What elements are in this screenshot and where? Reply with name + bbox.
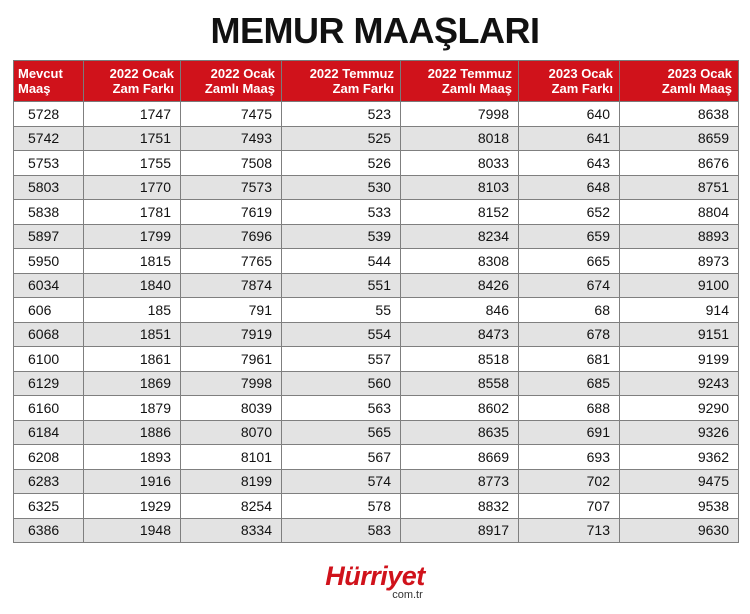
table-cell: 7508 [181, 151, 282, 176]
table-cell: 9243 [620, 371, 739, 396]
table-row [14, 347, 739, 372]
table-cell: 5838 [14, 200, 84, 225]
table-cell: 8033 [401, 151, 519, 176]
table-cell: 7493 [181, 126, 282, 151]
table-cell: 8669 [401, 445, 519, 470]
table-cell: 9199 [620, 347, 739, 372]
table-cell: 1893 [84, 445, 181, 470]
table-row [14, 322, 739, 347]
table-cell: 8018 [401, 126, 519, 151]
table-cell: 574 [282, 469, 401, 494]
table-cell: 9362 [620, 445, 739, 470]
table-row [14, 469, 739, 494]
table-body [14, 102, 739, 543]
table-cell: 7998 [401, 102, 519, 127]
table-cell: 1851 [84, 322, 181, 347]
table-cell: 641 [519, 126, 620, 151]
table-cell: 68 [519, 298, 620, 323]
table-cell: 8234 [401, 224, 519, 249]
table-cell: 544 [282, 249, 401, 274]
table-cell: 6129 [14, 371, 84, 396]
table-cell: 7475 [181, 102, 282, 127]
table-cell: 606 [14, 298, 84, 323]
table-cell: 914 [620, 298, 739, 323]
table-row [14, 224, 739, 249]
table-cell: 8893 [620, 224, 739, 249]
table-cell: 551 [282, 273, 401, 298]
table-row [14, 126, 739, 151]
table-cell: 525 [282, 126, 401, 151]
table-cell: 702 [519, 469, 620, 494]
table-row [14, 102, 739, 127]
table-cell: 7573 [181, 175, 282, 200]
table-cell: 1840 [84, 273, 181, 298]
column-header-2022-jan-salary: 2022 Ocak Zamlı Maaş [181, 61, 282, 102]
table-cell: 8659 [620, 126, 739, 151]
table-cell: 1815 [84, 249, 181, 274]
table-cell: 652 [519, 200, 620, 225]
table-cell: 1886 [84, 420, 181, 445]
table-cell: 643 [519, 151, 620, 176]
table-cell: 6034 [14, 273, 84, 298]
table-cell: 707 [519, 494, 620, 519]
table-cell: 8103 [401, 175, 519, 200]
table-cell: 557 [282, 347, 401, 372]
table-cell: 8917 [401, 518, 519, 543]
table-cell: 5728 [14, 102, 84, 127]
column-header-2022-jul-salary: 2022 Temmuz Zamlı Maaş [401, 61, 519, 102]
table-row [14, 175, 739, 200]
table-cell: 6208 [14, 445, 84, 470]
table-cell: 713 [519, 518, 620, 543]
table-cell: 8635 [401, 420, 519, 445]
table-cell: 583 [282, 518, 401, 543]
table-cell: 681 [519, 347, 620, 372]
table-cell: 6283 [14, 469, 84, 494]
table-cell: 526 [282, 151, 401, 176]
table-cell: 6325 [14, 494, 84, 519]
table-cell: 55 [282, 298, 401, 323]
table-cell: 1861 [84, 347, 181, 372]
hurriyet-logo [0, 562, 750, 603]
table-cell: 8518 [401, 347, 519, 372]
column-header-2022-jul-raise: 2022 Temmuz Zam Farkı [282, 61, 401, 102]
table-row [14, 298, 739, 323]
table-cell: 6160 [14, 396, 84, 421]
table-cell: 7765 [181, 249, 282, 274]
table-cell: 640 [519, 102, 620, 127]
table-cell: 8602 [401, 396, 519, 421]
table-row [14, 273, 739, 298]
table-cell: 648 [519, 175, 620, 200]
table-cell: 1747 [84, 102, 181, 127]
table-cell: 691 [519, 420, 620, 445]
column-header-2023-jan-raise: 2023 Ocak Zam Farkı [519, 61, 620, 102]
table-cell: 8426 [401, 273, 519, 298]
table-cell: 7619 [181, 200, 282, 225]
table-cell: 8039 [181, 396, 282, 421]
table-cell: 5950 [14, 249, 84, 274]
table-cell: 1781 [84, 200, 181, 225]
table-row [14, 200, 739, 225]
table-cell: 8832 [401, 494, 519, 519]
table-row [14, 445, 739, 470]
table-row [14, 494, 739, 519]
table-cell: 693 [519, 445, 620, 470]
table-cell: 185 [84, 298, 181, 323]
table-cell: 846 [401, 298, 519, 323]
table-cell: 659 [519, 224, 620, 249]
table-cell: 567 [282, 445, 401, 470]
table-cell: 8334 [181, 518, 282, 543]
table-cell: 8638 [620, 102, 739, 127]
table-cell: 1799 [84, 224, 181, 249]
table-cell: 1869 [84, 371, 181, 396]
table-row [14, 249, 739, 274]
table-cell: 1879 [84, 396, 181, 421]
table-cell: 7919 [181, 322, 282, 347]
table-cell: 8751 [620, 175, 739, 200]
table-cell: 678 [519, 322, 620, 347]
table-row [14, 371, 739, 396]
table-cell: 9538 [620, 494, 739, 519]
table-cell: 554 [282, 322, 401, 347]
table-header-row [14, 61, 739, 102]
column-header-2023-jan-salary: 2023 Ocak Zamlı Maaş [620, 61, 739, 102]
table-cell: 1755 [84, 151, 181, 176]
table-cell: 1916 [84, 469, 181, 494]
table-row [14, 420, 739, 445]
table-row [14, 518, 739, 543]
table-cell: 5753 [14, 151, 84, 176]
table-cell: 791 [181, 298, 282, 323]
table-cell: 5897 [14, 224, 84, 249]
table-cell: 6386 [14, 518, 84, 543]
table-cell: 8199 [181, 469, 282, 494]
table-cell: 8773 [401, 469, 519, 494]
table-cell: 560 [282, 371, 401, 396]
table-cell: 8473 [401, 322, 519, 347]
table-cell: 6068 [14, 322, 84, 347]
table-row [14, 151, 739, 176]
table-cell: 8152 [401, 200, 519, 225]
page-title: MEMUR MAAŞLARI [210, 10, 540, 51]
table-cell: 9326 [620, 420, 739, 445]
logo-domain: com.tr [392, 589, 423, 601]
table-cell: 6100 [14, 347, 84, 372]
table-cell: 8070 [181, 420, 282, 445]
table-cell: 5742 [14, 126, 84, 151]
table-cell: 539 [282, 224, 401, 249]
table-cell: 674 [519, 273, 620, 298]
table-cell: 7998 [181, 371, 282, 396]
table-cell: 8101 [181, 445, 282, 470]
table-cell: 688 [519, 396, 620, 421]
table-cell: 9151 [620, 322, 739, 347]
table-cell: 563 [282, 396, 401, 421]
table-cell: 8308 [401, 249, 519, 274]
table-cell: 665 [519, 249, 620, 274]
table-cell: 1770 [84, 175, 181, 200]
table-cell: 530 [282, 175, 401, 200]
table-cell: 8973 [620, 249, 739, 274]
table-cell: 7696 [181, 224, 282, 249]
table-cell: 7961 [181, 347, 282, 372]
table-cell: 9100 [620, 273, 739, 298]
table-row [14, 396, 739, 421]
table-cell: 1751 [84, 126, 181, 151]
table-cell: 685 [519, 371, 620, 396]
salary-table [13, 60, 739, 543]
table-cell: 578 [282, 494, 401, 519]
table-cell: 5803 [14, 175, 84, 200]
column-header-current-salary: Mevcut Maaş [14, 61, 84, 102]
table-cell: 1929 [84, 494, 181, 519]
table-cell: 9475 [620, 469, 739, 494]
table-cell: 8804 [620, 200, 739, 225]
table-cell: 533 [282, 200, 401, 225]
table-cell: 8558 [401, 371, 519, 396]
table-cell: 8254 [181, 494, 282, 519]
table-cell: 6184 [14, 420, 84, 445]
table-cell: 9290 [620, 396, 739, 421]
logo-wordmark: Hürriyet [325, 561, 425, 591]
table-cell: 523 [282, 102, 401, 127]
table-cell: 565 [282, 420, 401, 445]
table-cell: 9630 [620, 518, 739, 543]
table-cell: 1948 [84, 518, 181, 543]
table-cell: 8676 [620, 151, 739, 176]
table-cell: 7874 [181, 273, 282, 298]
column-header-2022-jan-raise: 2022 Ocak Zam Farkı [84, 61, 181, 102]
